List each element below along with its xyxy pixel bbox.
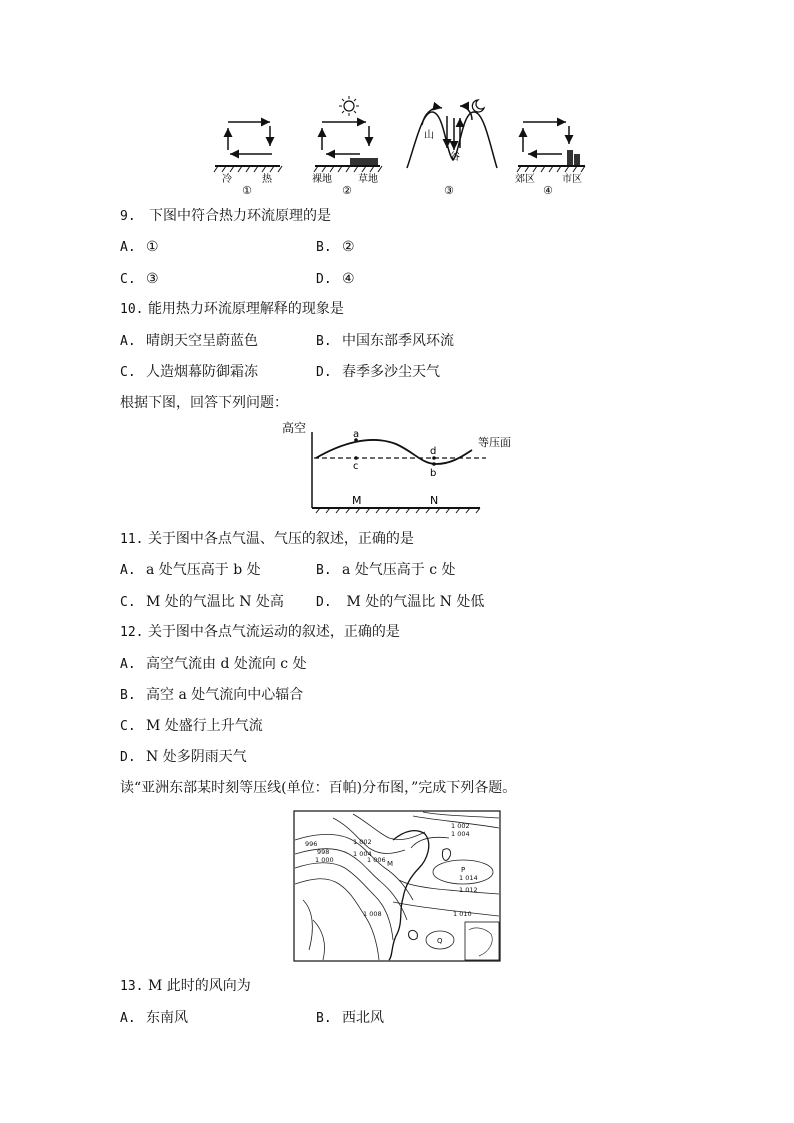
question-text: M 此时的风向为 xyxy=(147,978,251,994)
question-13 xyxy=(120,977,251,996)
panel4-left: 郊区 xyxy=(515,174,535,185)
q13-option-b[interactable]: B. 西北风 xyxy=(316,1010,384,1026)
section-2-intro: 根据下图，回答下列问题： xyxy=(120,395,288,411)
map-label-1006: 1 006 xyxy=(367,856,386,864)
section-3-intro: 读“亚洲东部某时刻等压线(单位：百帕)分布图，”完成下列各题。 xyxy=(120,780,517,796)
thermal-circulation-figure xyxy=(210,90,590,200)
map-label-1004a: 1 004 xyxy=(451,830,470,838)
question-9 xyxy=(120,207,331,226)
fig2-title: 高空 xyxy=(282,421,307,435)
q12-option-d[interactable]: D. N 处多阴雨天气 xyxy=(120,749,247,765)
panel-1 xyxy=(214,122,282,197)
question-text: 能用热力环流原理解释的现象是 xyxy=(147,301,344,317)
question-number: 12. xyxy=(120,625,144,640)
map-label-P: P xyxy=(461,866,466,874)
moon-icon xyxy=(472,100,484,112)
sun-icon xyxy=(344,101,354,111)
map-label-1008: 1 008 xyxy=(363,910,382,918)
panel1-left: 冷 xyxy=(222,174,232,185)
label-isobar: 等压面 xyxy=(478,436,511,449)
panel1-num: ① xyxy=(242,184,252,197)
q9-option-d[interactable]: D. ④ xyxy=(316,271,355,287)
map-label-1000: 1 000 xyxy=(315,856,334,864)
panel2-num: ② xyxy=(342,184,352,197)
q11-option-c[interactable]: C. M 处的气温比 N 处高 xyxy=(120,594,284,610)
q9-option-c[interactable]: C. ③ xyxy=(120,271,159,287)
label-M: M xyxy=(352,494,362,507)
panel-2 xyxy=(312,96,382,197)
panel1-right: 热 xyxy=(262,174,272,185)
isobar-map-figure xyxy=(293,810,501,962)
q11-option-d[interactable]: D. M 处的气温比 N 处低 xyxy=(316,594,485,610)
q12-option-c[interactable]: C. M 处盛行上升气流 xyxy=(120,718,263,734)
q10-option-b[interactable]: B. 中国东部季风环流 xyxy=(316,333,454,349)
map-label-1002a: 1 002 xyxy=(451,822,470,830)
question-text: 关于图中各点气温、气压的叙述，正确的是 xyxy=(147,531,414,547)
isobaric-surface-curve xyxy=(316,440,472,464)
question-12 xyxy=(120,623,400,642)
panel-3 xyxy=(407,100,497,197)
map-label-1014: 1 014 xyxy=(459,874,478,882)
panel3-valley: 谷 xyxy=(450,152,460,163)
q9-option-a[interactable]: A. ① xyxy=(120,239,159,255)
q13-option-a[interactable]: A. 东南风 xyxy=(120,1010,188,1026)
q11-option-b[interactable]: B. a 处气压高于 c 处 xyxy=(316,562,456,578)
q11-option-a[interactable]: A. a 处气压高于 b 处 xyxy=(120,562,261,578)
map-label-1004b: 1 004 xyxy=(353,850,372,858)
question-text: 下图中符合热力环流原理的是 xyxy=(149,208,332,224)
panel3-num: ③ xyxy=(444,184,454,197)
question-10 xyxy=(120,300,344,319)
q12-option-a[interactable]: A. 高空气流由 d 处流向 c 处 xyxy=(120,656,307,672)
question-number: 10. xyxy=(120,302,144,317)
label-d: d xyxy=(430,446,437,457)
q10-option-c[interactable]: C. 人造烟幕防御霜冻 xyxy=(120,364,258,380)
city-buildings-icon xyxy=(567,150,580,165)
map-label-1010: 1 010 xyxy=(453,910,472,918)
grass-icon xyxy=(350,158,378,165)
question-number: 13. xyxy=(120,979,144,994)
panel-4 xyxy=(515,122,585,197)
question-11 xyxy=(120,530,414,549)
panel4-num: ④ xyxy=(543,184,553,197)
question-number: 9. xyxy=(120,209,136,224)
panel4-right: 市区 xyxy=(562,174,582,185)
map-label-Q: Q xyxy=(437,937,443,945)
label-c: c xyxy=(353,461,359,472)
map-label-1012: 1 012 xyxy=(459,886,478,894)
label-N: N xyxy=(430,494,439,507)
label-a: a xyxy=(353,429,360,440)
q10-option-a[interactable]: A. 晴朗天空呈蔚蓝色 xyxy=(120,333,258,349)
panel2-right: 草地 xyxy=(358,174,378,185)
map-label-996: 996 xyxy=(305,840,318,848)
label-b: b xyxy=(430,468,437,479)
q12-option-b[interactable]: B. 高空 a 处气流向中心辐合 xyxy=(120,687,304,703)
isobaric-surface-figure xyxy=(280,418,520,518)
map-label-1002b: 1 002 xyxy=(353,838,372,846)
q9-option-b[interactable]: B. ② xyxy=(316,239,355,255)
question-text: 关于图中各点气流运动的叙述，正确的是 xyxy=(147,624,400,640)
map-label-998: 998 xyxy=(317,848,330,856)
map-label-M: M xyxy=(387,860,394,868)
panel3-mountain: 山 xyxy=(424,130,434,141)
question-number: 11. xyxy=(120,532,144,547)
panel2-left: 裸地 xyxy=(312,174,332,185)
q10-option-d[interactable]: D. 春季多沙尘天气 xyxy=(316,364,440,380)
